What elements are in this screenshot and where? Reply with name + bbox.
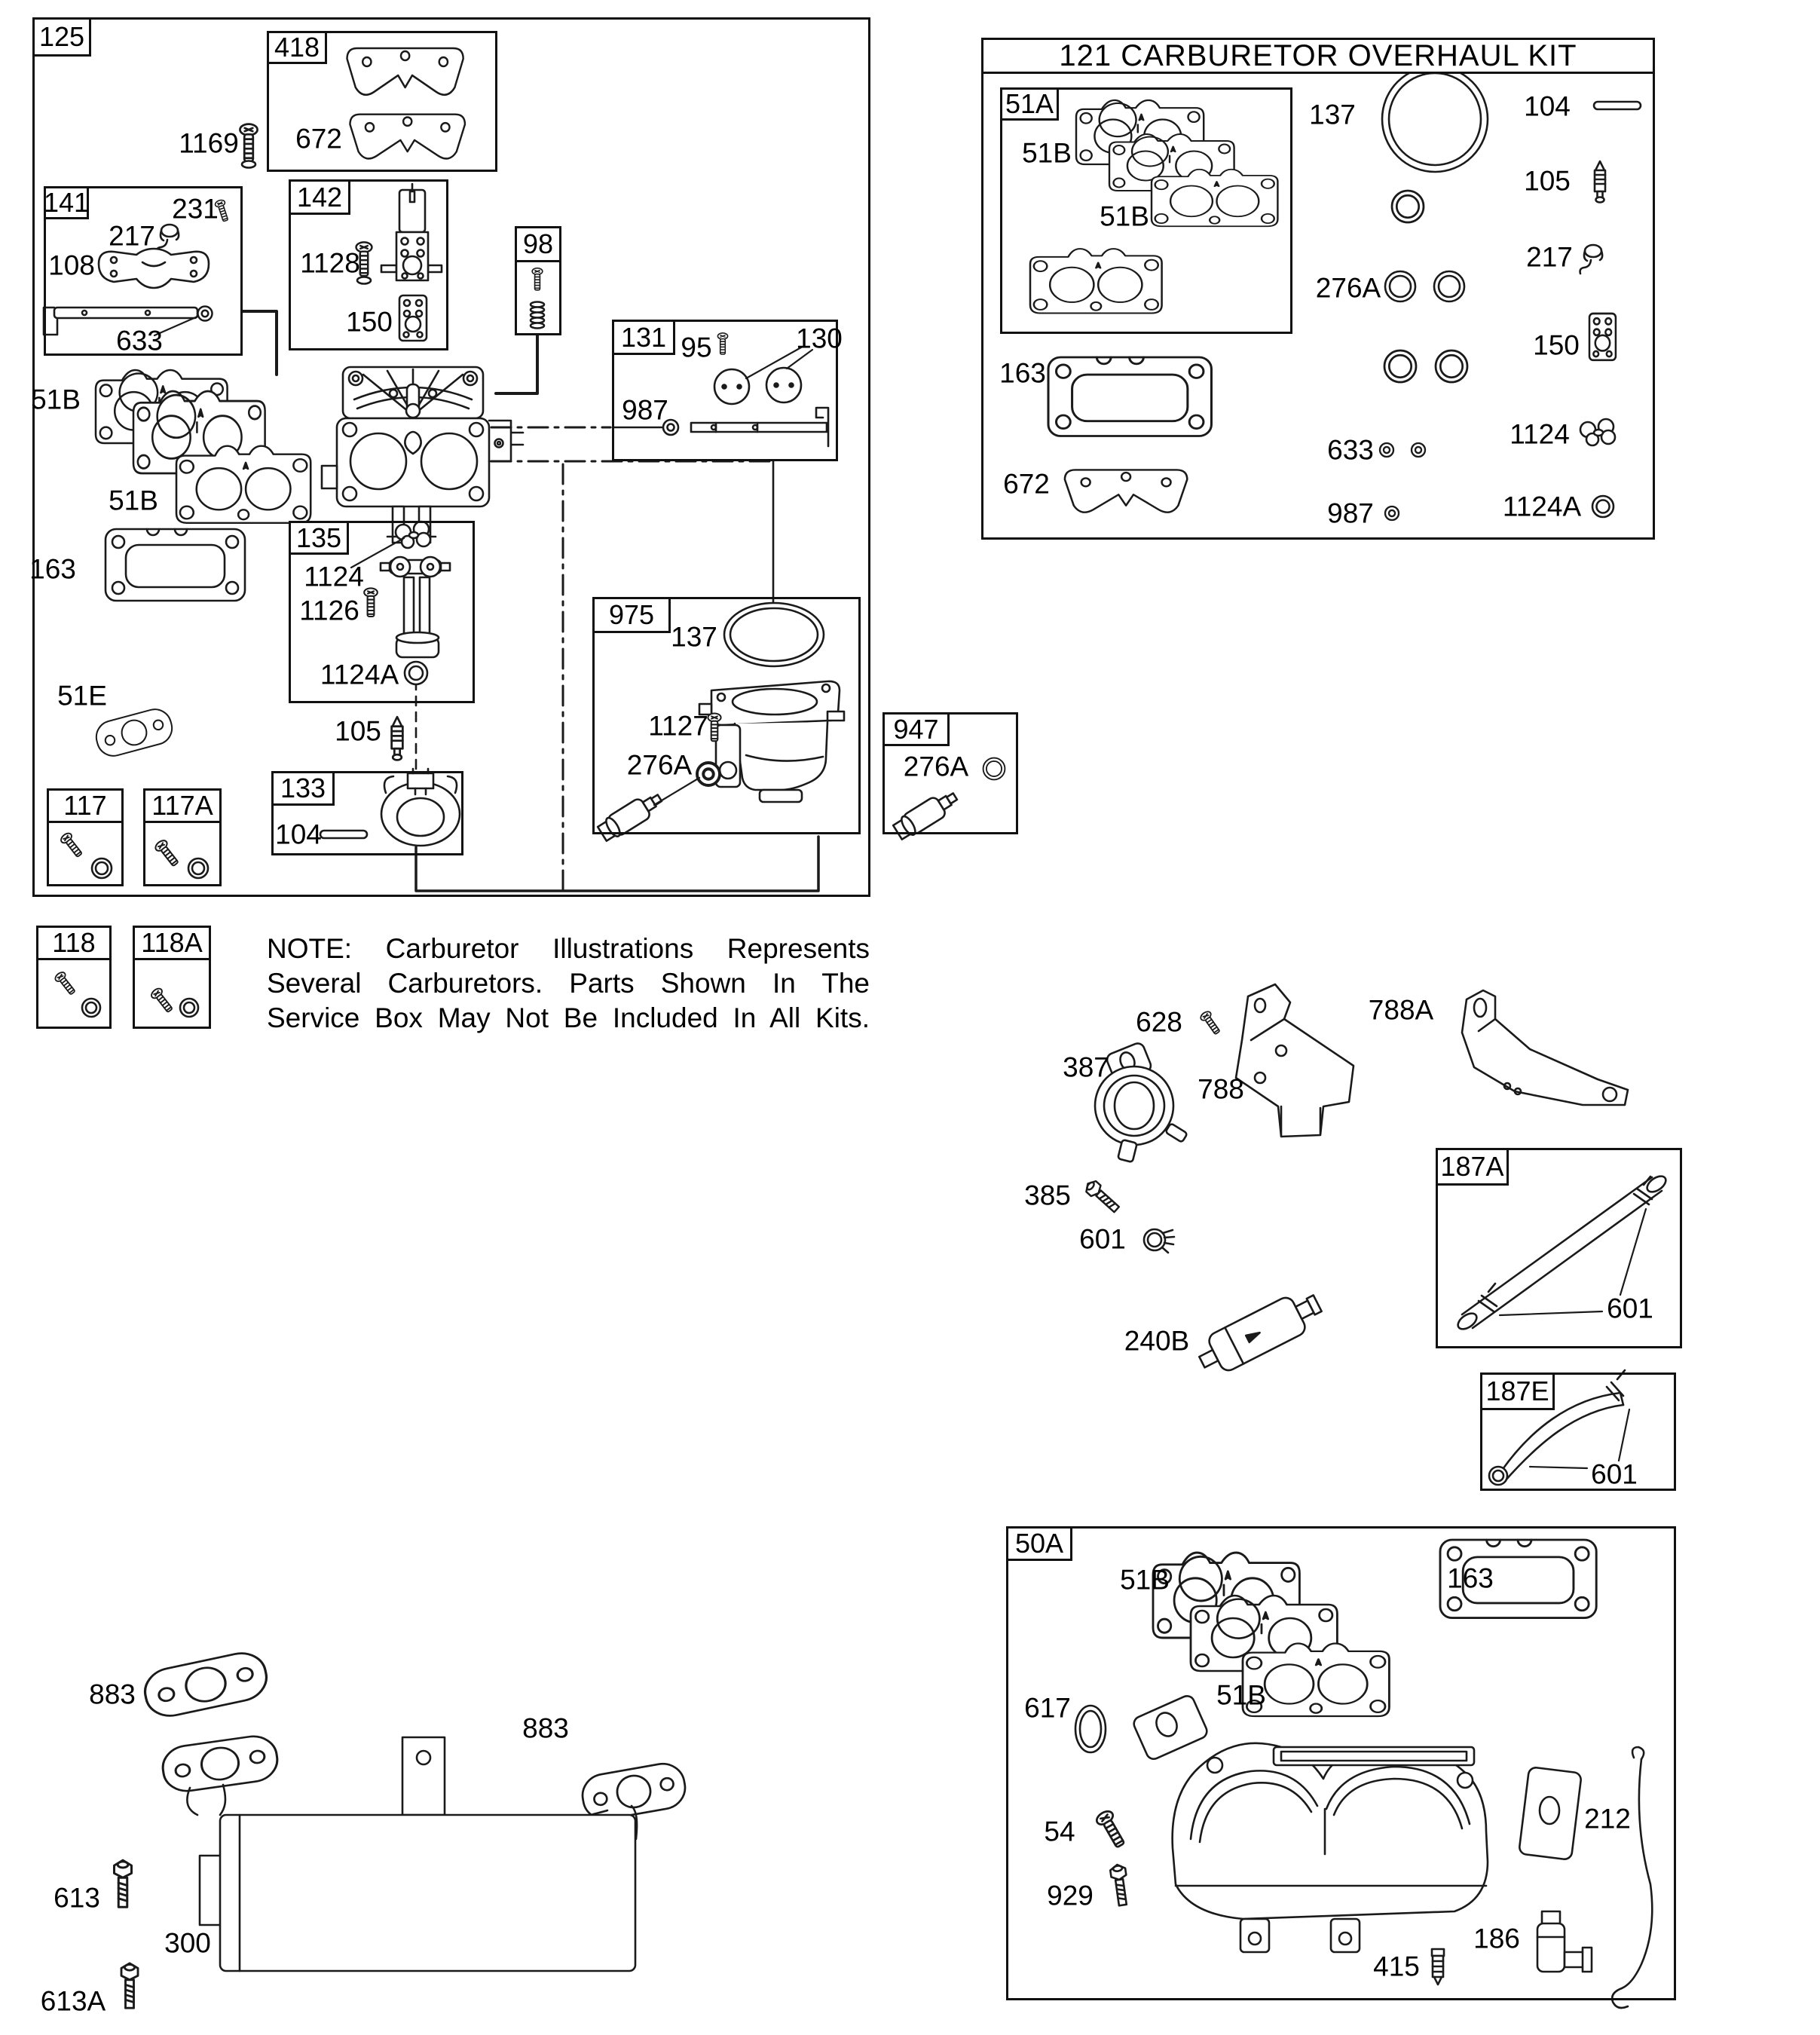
callout-box-187e [1480,1372,1676,1491]
callout-box-117a [143,788,222,886]
callout-badge: 131 [612,320,675,355]
part-number-label: 51B [1216,1679,1266,1711]
callout-box-50a [1006,1526,1676,2000]
part-number-label: 1128 [300,247,360,279]
part-number-label: 130 [796,323,843,354]
callout-badge: 141 [43,187,90,218]
callout-badge: 117 [47,788,124,823]
part-number-label: 217 [1526,241,1573,273]
callout-badge: 118 [36,926,112,960]
callout-badge: 133 [271,771,335,806]
part-number-label: 104 [1524,90,1571,122]
callout-badge: 125 [32,17,91,57]
part-number-label: 1124 [1510,418,1570,450]
part-number-label: 672 [1003,468,1050,500]
note-text: NOTE: Carburetor Illustrations Represents Several Carburetors. Parts Shown In The Service Box May Not Be Included In All Kits. [267,933,870,1033]
part-number-label: 150 [1533,329,1580,361]
part-number-label: 51B [1022,137,1072,169]
callout-badge: 121 CARBURETOR OVERHAUL KIT [981,38,1655,74]
part-number-label: 883 [522,1712,569,1744]
part-number-label: 150 [346,306,393,338]
callout-badge: 98 [515,226,561,262]
part-number-label: 104 [275,819,322,850]
part-number-label: 300 [164,1927,211,1959]
part-number-label: 415 [1373,1951,1420,1982]
part-number-label: 672 [295,123,342,155]
part-number-label: 163 [29,553,76,585]
part-number-label: 54 [1044,1816,1075,1847]
part-number-label: 105 [1524,165,1571,197]
part-number-label: 105 [335,715,381,747]
part-number-label: 613 [54,1882,100,1914]
part-number-label: 883 [89,1678,136,1710]
part-number-label: 163 [999,357,1046,389]
part-number-label: 51B [109,485,158,516]
callout-badge: 51A [1000,87,1059,121]
part-number-label: 387 [1063,1051,1109,1083]
callout-badge: 418 [267,31,327,64]
part-number-label: 788 [1198,1073,1244,1105]
part-number-label: 633 [1327,434,1374,466]
part-number-label: 601 [1591,1458,1638,1490]
callout-badge: 142 [289,179,350,215]
part-number-label: 1124 [304,561,364,592]
part-number-label: 1127 [648,710,708,742]
part-number-label: 633 [116,325,163,357]
part-number-label: 51E [57,680,107,711]
callout-badge: 135 [289,521,349,555]
part-number-label: 276A [1315,272,1381,304]
part-number-label: 231 [172,193,219,225]
part-number-label: 788A [1368,994,1434,1026]
part-number-label: 613A [40,1985,106,2017]
part-number-label: 987 [1327,497,1374,529]
callout-box-118 [36,926,112,1029]
part-number-label: 929 [1047,1880,1094,1911]
part-number-label: 212 [1584,1803,1631,1835]
part-number-label: 1124A [1502,491,1582,522]
callout-badge: 947 [882,712,950,746]
part-number-label: 987 [622,394,668,426]
part-number-label: 186 [1473,1923,1520,1954]
part-number-label: 601 [1079,1223,1126,1255]
callout-box-117 [47,788,124,886]
part-number-label: 240B [1124,1325,1190,1357]
part-number-label: 1126 [299,595,359,626]
callout-badge: 117A [143,788,222,823]
part-number-label: 617 [1024,1692,1071,1724]
part-number-label: 385 [1024,1180,1071,1211]
part-number-label: 51B [31,384,81,415]
callout-box-975 [592,597,861,834]
callout-box-118a [133,926,211,1029]
part-number-label: 108 [48,249,95,281]
callout-box-98 [515,226,561,335]
part-number-label: 95 [681,332,712,363]
part-number-label: 163 [1447,1562,1494,1594]
part-number-label: 137 [1309,99,1356,130]
part-number-label: 51B [1100,200,1149,232]
part-number-label: 1169 [179,127,239,159]
callout-badge: 187A [1436,1148,1509,1186]
part-number-label: 276A [626,749,693,781]
part-number-label: 217 [109,220,155,252]
part-number-label: 601 [1607,1293,1653,1324]
callout-badge: 187E [1480,1372,1555,1410]
part-number-label: 51B [1120,1564,1170,1596]
part-number-label: 1124A [320,659,399,690]
callout-badge: 118A [133,926,211,960]
part-number-label: 628 [1136,1006,1182,1038]
callout-badge: 975 [592,597,671,633]
part-number-label: 276A [903,751,969,782]
part-number-label: 137 [671,621,717,653]
callout-badge: 50A [1006,1526,1072,1561]
